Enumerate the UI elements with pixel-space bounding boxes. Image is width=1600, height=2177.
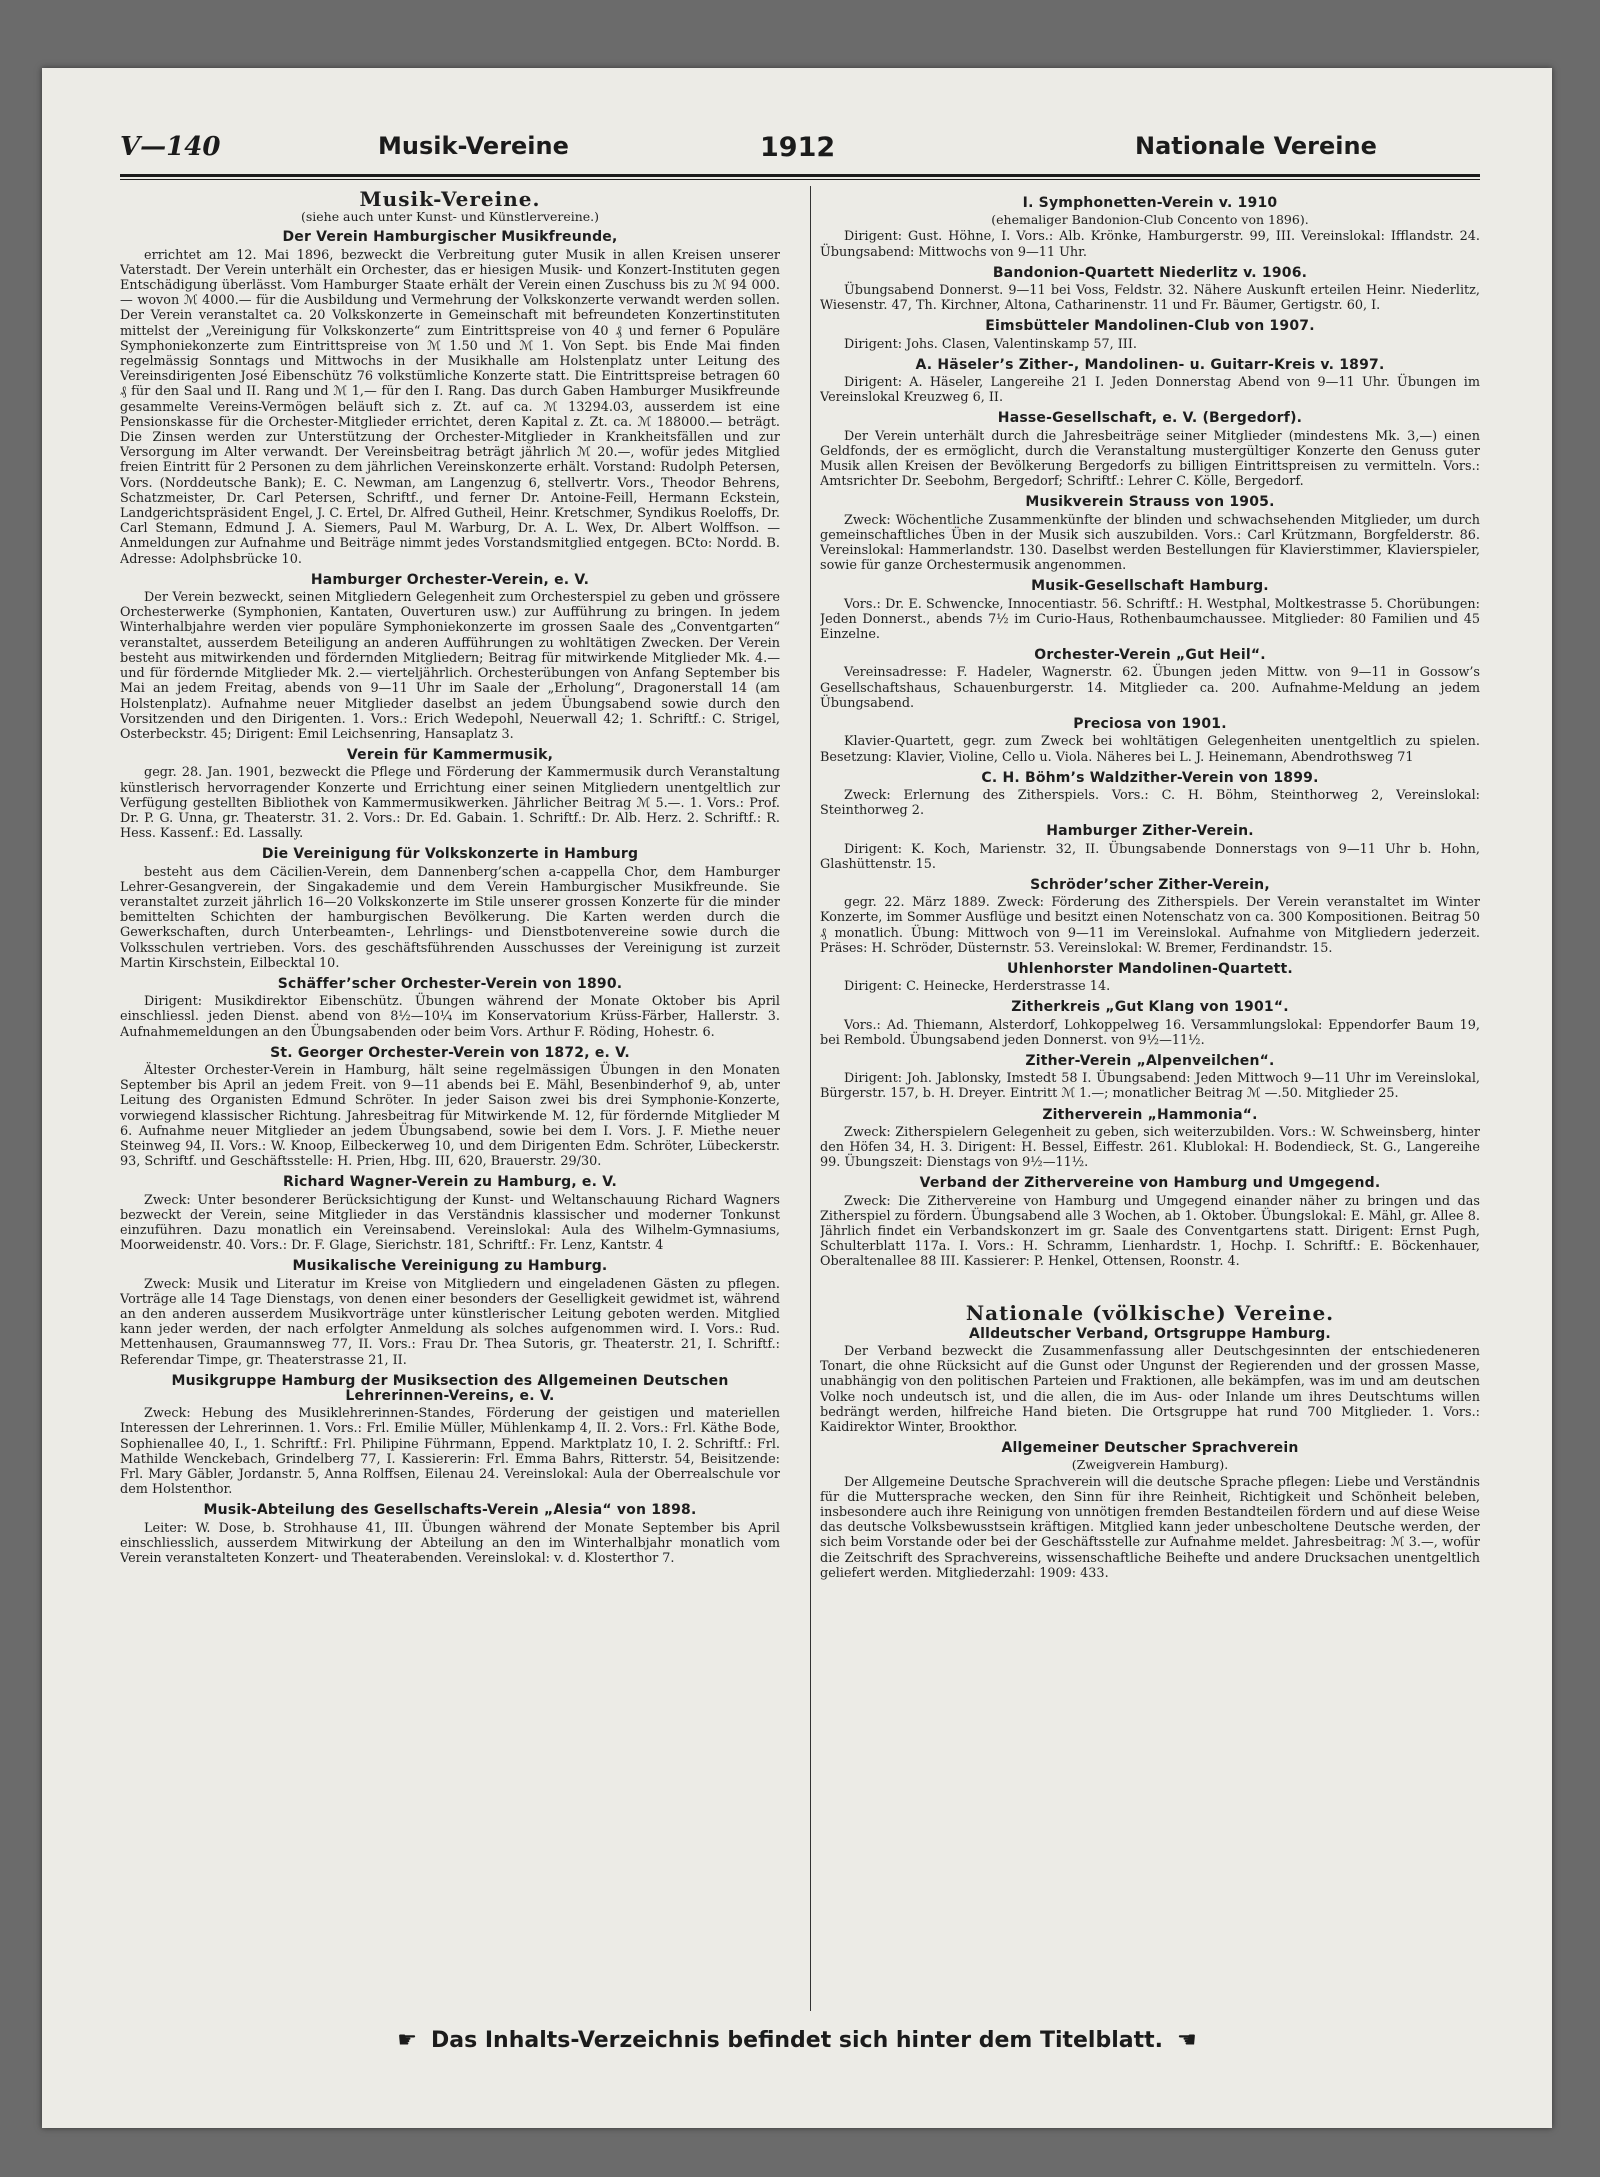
header-year: 1912 [760, 132, 836, 163]
club-entry [820, 771, 1480, 819]
club-entry [120, 977, 780, 1040]
column-divider [810, 186, 811, 2011]
club-title: Richard Wagner-Verein zu Hamburg, e. V. [283, 1174, 617, 1191]
club-entry [120, 1503, 780, 1566]
left-column [120, 190, 780, 2015]
club-title: A. Häseler’s Zither-, Mandolinen- u. Guitarr-Kreis v. 1897. [915, 356, 1385, 373]
club-entry [120, 748, 780, 841]
header-rule [120, 174, 1480, 177]
section-subtitle: (siehe auch unter Kunst- und Künstlervereine.) [300, 209, 600, 225]
club-entry [820, 196, 1480, 260]
club-description: Dirigent: K. Koch, Marienstr. 32, II. Übungsabende Donnerstags von 9—11 Uhr b. Hohn, Glashüttenstr. 15. [820, 841, 1480, 872]
club-description: Der Allgemeine Deutsche Sprachverein will die deutsche Sprache pflegen: Liebe und Verständnis für die Muttersprache wecken, den Sinn für ihre Reinheit, Richtigkeit und Schönheit beleben, insbesondere auch ihre Reinigung von unnötigen fremden Bestandteilen fördern und auf diese Weise das deutsche Volksbewusstsein kräftigen. Mitglied kann jeder unbescholtene Deutsche werden, der sich beim Vorstande oder bei der Geschäftsstelle zur Aufnahme meldet. Jahresbeitrag: ℳ 3.—, wofür die Zeitschrift des Sprachvereins, wissenschaftliche Beihefte und andere Drucksachen unentgeltlich geliefert werden. Mitgliederzahl: 1909: 433. [820, 1474, 1480, 1581]
header-rule-thin [120, 179, 1480, 180]
club-title: Musikverein Strauss von 1905. [1025, 494, 1275, 511]
national-entry-list [820, 1327, 1480, 1581]
club-description: Ältester Orchester-Verein in Hamburg, hält seine regelmässigen Übungen in den Monaten September bis April an jedem Freit. von 9—11 abends bei E. Mähl, Besenbinderhof 9, ab, unter Leitung des Organisten Edmund Schröter. In jeder Saison zwei bis drei Symphonie-Konzerte, vorwiegend klassischer Richtung. Jahresbeitrag für Mitwirkende M. 12, für fördernde Mitglieder M 6. Aufnahme neuer Mitglieder an jedem Übungsabend, sowie bei dem I. Vors. J. F. Miethe neuer Steinweg 94, II. Vors.: W. Knoop, Eilbeckerweg 10, und dem Dirigenten Edm. Schröter, Lübeckerstr. 93, Schriftf. und Geschäftsstelle: H. Prien, Hbg. III, 620, Brauerstr. 29/30. [120, 1062, 780, 1170]
club-entry [820, 358, 1480, 406]
club-entry [820, 962, 1480, 994]
club-title: Schröder’scher Zither-Verein, [1030, 876, 1270, 893]
club-title: St. Georger Orchester-Verein von 1872, e. V. [270, 1044, 630, 1061]
club-description: Dirigent: Joh. Jablonsky, Imstedt 58 I. Übungsabend: Jeden Mittwoch 9—11 Uhr im Vereinslokal, Bürgerstr. 157, b. H. Dreyer. Eintritt ℳ 1.—; monatlicher Beitrag ℳ —.50. Mitglieder 25. [820, 1071, 1480, 1102]
club-description: Vereinsadresse: F. Hadeler, Wagnerstr. 62. Übungen jeden Mittw. von 9—11 in Gossow’s Gesellschaftshaus, Schauenburgerstr. 14. Mitglieder ca. 200. Aufnahme-Meldung an jedem Übungsabend. [820, 665, 1480, 711]
page-header [120, 128, 1480, 172]
club-title: Verein für Kammermusik, [346, 747, 554, 764]
club-description: Zweck: Wöchentliche Zusammenkünfte der blinden und schwachsehenden Mitglieder, um durch gemeinschaftliches Üben in der Musik sich auszubilden. Vors.: Carl Krützmann, Borgfelderstr. 86. Vereinslokal: Hammerlandstr. 130. Daselbst werden Bestellungen für Klavierstimmer, Klavierspieler, sowie für ganze Orchestermusik angenommen. [820, 512, 1480, 574]
club-description: Zweck: Erlernung des Zitherspiels. Vors.: C. H. Böhm, Steinthorweg 2, Vereinslokal: Steinthorweg 2. [820, 787, 1480, 819]
club-description: Vors.: Ad. Thiemann, Alsterdorf, Lohkoppelweg 16. Versammlungslokal: Eppendorfer Baum 19, bei Rembold. Übungsabend jeden Donnerst. von 9½—11½. [820, 1017, 1480, 1048]
club-title: Uhlenhorster Mandolinen-Quartett. [1007, 960, 1293, 977]
club-description: Dirigent: A. Häseler, Langereihe 21 I. Jeden Donnerstag Abend von 9—11 Uhr. Übungen im Vereinslokal Kreuzweg 6, II. [820, 375, 1480, 406]
club-subtitle: (ehemaliger Bandonion-Club Concento von 1896). [991, 212, 1309, 228]
footer-note [242, 2028, 1352, 2053]
pointing-hand-left-icon: ☚ [1177, 2028, 1197, 2053]
club-description: Dirigent: C. Heinecke, Herderstrasse 14. [844, 979, 1111, 995]
club-entry [820, 878, 1480, 956]
club-title: C. H. Böhm’s Waldzither-Verein von 1899. [981, 769, 1319, 786]
club-entry [120, 847, 780, 971]
club-entry [120, 230, 780, 566]
section-title-musik-vereine: Musik-Vereine. [359, 190, 541, 211]
club-description: Zweck: Unter besonderer Berücksichtigung der Kunst- und Weltanschauung Richard Wagners bezweckt der Verein, seine Mitglieder in das Verständnis klassischer und moderner Tonkunst einzuführen. Dazu monatlich ein Vereinsabend. Vereinslokal: Aula des Wilhelm-Gymnasiums, Moorweidenstr. 40. Vors.: Dr. F. Glage, Sierichstr. 181, Schriftf.: Fr. Lenz, Kantstr. 4 [120, 1192, 780, 1254]
club-title: Hamburger Zither-Verein. [1046, 823, 1254, 840]
club-title: Zitherverein „Hammonia“. [1042, 1106, 1258, 1123]
club-description: Zweck: Musik und Literatur im Kreise von Mitgliedern und eingeladenen Gästen zu pflegen. Vorträge alle 14 Tage Dienstags, von denen einer besonders der Geselligkeit gewidmet ist, während an den anderen ausserdem Musikvorträge unter künstlerischer Leitung geboten werden. Mitglied kann jeder werden, der nach erfolgter Anmeldung als solches aufgenommen wird. I. Vors.: Rud. Mettenhausen, Graumannsweg 77, II. Vors.: Frau Dr. Thea Sutoris, gr. Theaterstr. 21, I. Schriftf.: Referendar Timpe, gr. Theaterstrasse 21, II. [120, 1276, 780, 1368]
club-description: Der Verein bezweckt, seinen Mitgliedern Gelegenheit zum Orchesterspiel zu geben und grössere Orchesterwerke (Symphonien, Kantaten, Ouverturen usw.) zur Aufführung zu bringen. In jedem Winterhalbjahre werden vier populäre Symphoniekonzerte im grossen Saale des „Conventgarten“ veranstaltet, ausserdem Beteiligung an anderen Aufführungen zu wohltätigen Zwecken. Der Verein besteht aus mitwirkenden und fördernden Mitgliedern; Beitrag für mitwirkende Mitglieder Mk. 4.— und für fördernde Mitglieder Mk. 2.— vierteljährlich. Orchesterübungen von Anfang September bis Mai an jedem Freitag, abends von 9—11 Uhr im Saale der „Erholung“, Dragonerstall 14 (am Holstenplatz). Aufnahme neuer Mitglieder daselbst an jedem Übungsabend sowie durch den Vorsitzenden und den Dirigenten. 1. Vors.: Erich Wedepohl, Neuerwall 42; 1. Schriftf.: C. Strigel, Osterbeckstr. 45; Dirigent: Emil Leichsenring, Hansaplatz 3. [120, 590, 780, 742]
club-description: gegr. 22. März 1889. Zweck: Förderung des Zitherspiels. Der Verein veranstaltet im Winter Konzerte, im Sommer Ausflüge und besitzt einen Notenschatz von ca. 300 Kompositionen. Beitrag 50 ₰ monatlich. Übung: Mittwoch von 9—11 im Vereinslokal. Aufnahme von Mitgliedern jederzeit. Präses: H. Schröder, Düsternstr. 53. Vereinslokal: W. Bremer, Ferdinandstr. 15. [820, 895, 1480, 956]
club-title: Verband der Zithervereine von Hamburg und Umgegend. [919, 1175, 1381, 1192]
club-description: errichtet am 12. Mai 1896, bezweckt die Verbreitung guter Musik in allen Kreisen unserer Vaterstadt. Der Verein unterhält ein Orchester, das er hiesigen Musik- und Konzert-Instituten gegen Entschädigung überlässt. Vom Hamburger Staate erhält der Verein einen Zuschuss bis zu ℳ 94 000.— wovon ℳ 4000.— für die Ausbildung und Vermehrung der Volkskonzerte verwandt werden sollen. Der Verein veranstaltet ca. 20 Volkskonzerte in Gemeinschaft mit befreundeten Konzertinstituten mittelst der „Vereinigung für Volkskonzerte“ zum Eintrittspreise von 40 ₰ und ferner 6 Populäre Symphoniekonzerte zum Eintrittspreise von ℳ 1.50 und ℳ 1. Von Sept. bis Ende Mai finden regelmässig Sonntags und Mittwochs in der Musikhalle am Holstenplatz unter Leitung des Vereinsdirigenten José Eibenschütz 76 volkstümliche Konzerte statt. Die Eintrittspreise betragen 60 ₰ für den Saal und II. Rang und ℳ 1,— für den I. Rang. Das durch Gaben Hamburger Musikfreunde gesammelte Vereins-Vermögen beläuft sich z. Zt. auf ca. ℳ 13294.03, ausserdem ist eine Pensionskasse für die Orchester-Mitglieder errichtet, deren Kapital z. Zt. ca. ℳ 188000.— beträgt. Die Zinsen werden zur Unterstützung der Orchester-Mitglieder in Krankheitsfällen und zur Versorgung im Alter verwandt. Der Vereinsbeitrag beträgt jährlich ℳ 20.—, wofür jedes Mitglied freien Eintritt für 2 Personen zu dem jährlichen Vereinskonzerte erhält. Vorstand: Rudolph Petersen, Vors. (Norddeutsche Bank); E. C. Newman, am Langenzug 6, stellvertr. Vors., Theodor Behrens, Schatzmeister, Dr. Carl Petersen, Schriftf., und ferner Dr. Antoine-Feill, Hermann Eckstein, Landgerichtspräsident Engel, J. C. Ertel, Dr. Alfred Gutheil, Heinr. Kretschmer, Syndikus Roeloffs, Dr. Carl Stemann, Edmund J. A. Siemers, Paul M. Warburg, Dr. A. L. Wex, Dr. Albert Wolffson. — Anmeldungen zur Aufnahme und Beiträge nimmt jedes Vorstandsmitglied entgegen. BCto: Nordd. B. Adresse: Adolphsbrücke 10. [120, 247, 780, 567]
header-left-title: Musik-Vereine [378, 132, 569, 160]
club-description: Zweck: Hebung des Musiklehrerinnen-Standes, Förderung der geistigen und materiellen Interessen der Lehrerinnen. 1. Vors.: Frl. Emilie Müller, Mühlenkamp 4, II. 2. Vors.: Frl. Käthe Bode, Sophienallee 40, I., 1. Schriftf.: Frl. Philipine Führmann, Eppend. Marktplatz 10, I. 2. Schriftf.: Frl. Mathilde Wenckebach, Grindelberg 77, I. Kassiererin: Frl. Emma Bahrs, Ritterstr. 54, Beisitzende: Frl. Mary Gäbler, Jordanstr. 5, Anna Rolffsen, Eilenau 24. Vereinslokal: Aula der Oberrealschule vor dem Holstenthor. [120, 1406, 780, 1498]
club-title: Hamburger Orchester-Verein, e. V. [310, 571, 590, 588]
club-description: Der Verband bezweckt die Zusammenfassung aller Deutschgesinnten der entschiedeneren Tonart, die ohne Rücksicht auf die Gunst oder Ungunst der Regierenden und der grossen Masse, unabhängig von den politischen Parteien und Fraktionen, alle bekämpfen, was im und am deutschen Volke noch undeutsch ist, und die allen, die im Aus- oder Inlande um ihres Deutschtums willen bedrängt werden, hilfreiche Hand bieten. Die Ortsgruppe hat rund 700 Mitglieder. 1. Vors.: Kaidirektor Winter, Brookthor. [820, 1344, 1480, 1436]
club-entry [820, 1054, 1480, 1102]
club-title: Musikalische Vereinigung zu Hamburg. [292, 1258, 608, 1275]
left-entry-list [120, 230, 780, 1566]
club-entry [820, 717, 1480, 765]
club-title: Die Vereinigung für Volkskonzerte in Hamburg [261, 846, 639, 863]
club-title: Preciosa von 1901. [1073, 716, 1227, 733]
club-entry [820, 319, 1480, 351]
club-title: Alldeutscher Verband, Ortsgruppe Hamburg. [969, 1325, 1331, 1342]
pointing-hand-right-icon: ☛ [397, 2028, 417, 2053]
page-number: V—140 [120, 132, 221, 162]
club-description: Dirigent: Musikdirektor Eibenschütz. Übungen während der Monate Oktober bis April einschliessl. jeden Dienst. abend von 8½—10¼ im Konservatorium Krüss-Färber, Hallerstr. 3. Aufnahmemeldungen an den Übungsabenden oder beim Vors. Arthur F. Röding, Hohestr. 6. [120, 994, 780, 1040]
club-entry [120, 573, 780, 742]
club-description: gegr. 28. Jan. 1901, bezweckt die Pflege und Förderung der Kammermusik durch Veranstaltung künstlerisch hervorragender Konzerte und Errichtung einer seinen Mitgliedern unentgeltlich zur Verfügung gestellten Bibliothek von Kammermusikwerken. Jährlicher Beitrag ℳ 5.—. 1. Vors.: Prof. Dr. P. G. Unna, gr. Theaterstr. 31. 2. Vors.: Dr. Ed. Gabain. 1. Schriftf.: Dr. Alb. Herz. 2. Schriftf.: R. Hess. Kassenf.: Ed. Lassally. [120, 765, 780, 842]
club-subtitle: (Zweigverein Hamburg). [1071, 1457, 1229, 1473]
club-entry [120, 1374, 780, 1498]
club-title: Eimsbütteler Mandolinen-Club von 1907. [985, 318, 1315, 335]
club-entry [820, 495, 1480, 573]
club-entry [120, 1259, 780, 1367]
club-description: Der Verein unterhält durch die Jahresbeiträge seiner Mitglieder (mindestens Mk. 3,—) einen Geldfonds, der es ermöglicht, durch die Veranstaltung mustergültiger Konzerte den Genuss guter Musik allen Kreisen der Bevölkerung Bergedorfs zu billigen Eintrittspreisen zu vermitteln. Vors.: Amtsrichter Dr. Seebohm, Bergedorf; Schriftf.: Lehrer C. Kölle, Bergedorf. [820, 428, 1480, 490]
footer-text: Das Inhalts-Verzeichnis befindet sich hinter dem Titelblatt. [430, 2028, 1163, 2053]
club-description: Zweck: Die Zithervereine von Hamburg und Umgegend einander näher zu bringen und das Zitherspiel zu fördern. Übungsabend alle 3 Wochen, ab 1. Oktober. Übungslokal: E. Mähl, gr. Allee 8. Jährlich findet ein Verbandskonzert im gr. Saale des Conventgartens statt. Dirigent: Ernst Pugh, Schulterblatt 117a. I. Vors.: H. Schramm, Lienhardstr. 1, Hochp. I. Schriftf.: E. Böckenhauer, Oberaltenallee 88 III. Kassierer: P. Henkel, Ottensen, Roonstr. 4. [820, 1193, 1480, 1270]
club-title: Musik-Gesellschaft Hamburg. [1031, 578, 1269, 595]
header-right-title: Nationale Vereine [1135, 132, 1377, 160]
club-entry [120, 1046, 780, 1170]
club-title: Musikgruppe Hamburg der Musiksection des Allgemeinen Deutschen Lehrerinnen-Vereins, e. V. [171, 1372, 729, 1405]
club-description: Übungsabend Donnerst. 9—11 bei Voss, Feldstr. 32. Nähere Auskunft erteilen Heinr. Niederlitz, Wiesenstr. 47, Th. Kirchner, Altona, Catharinenstr. 11 und Fr. Bäumer, Gertigstr. 60, I. [820, 283, 1480, 314]
club-title: Bandonion-Quartett Niederlitz v. 1906. [992, 264, 1308, 281]
right-column [820, 190, 1480, 2015]
club-title: Zither-Verein „Alpenveilchen“. [1025, 1052, 1275, 1069]
club-entry [820, 1441, 1480, 1581]
club-entry [820, 1327, 1480, 1435]
club-entry [820, 1000, 1480, 1048]
club-description: Dirigent: Gust. Höhne, I. Vors.: Alb. Krönke, Hamburgerstr. 99, III. Vereinslokal: Ifflandstr. 24. Übungsabend: Mittwochs von 9—11 Uhr. [820, 229, 1480, 260]
club-title: Orchester-Verein „Gut Heil“. [1034, 647, 1266, 664]
document-page [42, 68, 1552, 2128]
club-description: Dirigent: Johs. Clasen, Valentinskamp 57, III. [844, 336, 1137, 352]
club-title: Schäffer’scher Orchester-Verein von 1890. [277, 975, 623, 992]
club-description: Klavier-Quartett, gegr. zum Zweck bei wohltätigen Gelegenheiten unentgeltlich zu spielen. Besetzung: Klavier, Violine, Cello u. Viola. Näheres bei L. J. Heinemann, Abendrothsweg 71 [820, 734, 1480, 765]
club-title: Hasse-Gesellschaft, e. V. (Bergedorf). [997, 410, 1303, 427]
section-title-nationale-vereine: Nationale (völkische) Vereine. [965, 1300, 1335, 1325]
club-title: Der Verein Hamburgischer Musikfreunde, [282, 229, 618, 246]
club-title: Allgemeiner Deutscher Sprachverein [1001, 1440, 1299, 1457]
club-title: Musik-Abteilung des Gesellschafts-Verein „Alesia“ von 1898. [203, 1502, 697, 1519]
club-description: Leiter: W. Dose, b. Strohhause 41, III. Übungen während der Monate September bis April einschliesslich, ausserdem Mitwirkung der Abteilung an den im Winterhalbjahr monatlich vom Verein veranstalteten Konzert- und Theaterabenden. Vereinslokal: v. d. Klosterthor 7. [120, 1520, 780, 1567]
right-entry-list [820, 196, 1480, 1270]
club-entry [820, 411, 1480, 489]
club-description: besteht aus dem Cäcilien-Verein, dem Dannenberg’schen a-cappella Chor, dem Hamburger Lehrer-Gesangverein, der Singakademie und dem Verein Hamburgischer Musikfreunde. Sie veranstaltet zurzeit jährlich 16—20 Volkskonzerte im Stile unserer grossen Konzerte für die minder bemittelten Schichten der hamburgischen Bevölkerung. Die Karten werden durch die Gewerkschaften, durch Unterbeamten-, Lehrlings- und Dienstbotenvereine sowie durch die Volksschulen vertrieben. Vors. des geschäftsführenden Ausschusses der Vereinigung ist zurzeit Martin Kirschstein, Eilbecktal 10. [120, 864, 780, 971]
club-title: I. Symphonetten-Verein v. 1910 [1022, 195, 1278, 211]
club-description: Vors.: Dr. E. Schwencke, Innocentiastr. 56. Schriftf.: H. Westphal, Moltkestrasse 5. Chorübungen: Jeden Donnerst., abends 7½ im Curio-Haus, Rothenbaumchaussee. Mitglieder: 80 Familien und 45 Einzelne. [820, 596, 1480, 643]
club-title: Zitherkreis „Gut Klang von 1901“. [1011, 999, 1289, 1016]
club-entry [820, 824, 1480, 872]
club-entry [820, 1176, 1480, 1269]
club-description: Zweck: Zitherspielern Gelegenheit zu geben, sich weiterzubilden. Vors.: W. Schweinsberg, hinter den Höfen 34, H. 3. Dirigent: H. Bessel, Eiffestr. 261. Klublokal: H. Bodendieck, St. G., Langereihe 99. Übungszeit: Dienstags von 9½—11½. [820, 1124, 1480, 1171]
club-entry [820, 1108, 1480, 1171]
club-entry [820, 648, 1480, 711]
club-entry [120, 1175, 780, 1253]
club-entry [820, 579, 1480, 642]
club-entry [820, 266, 1480, 314]
